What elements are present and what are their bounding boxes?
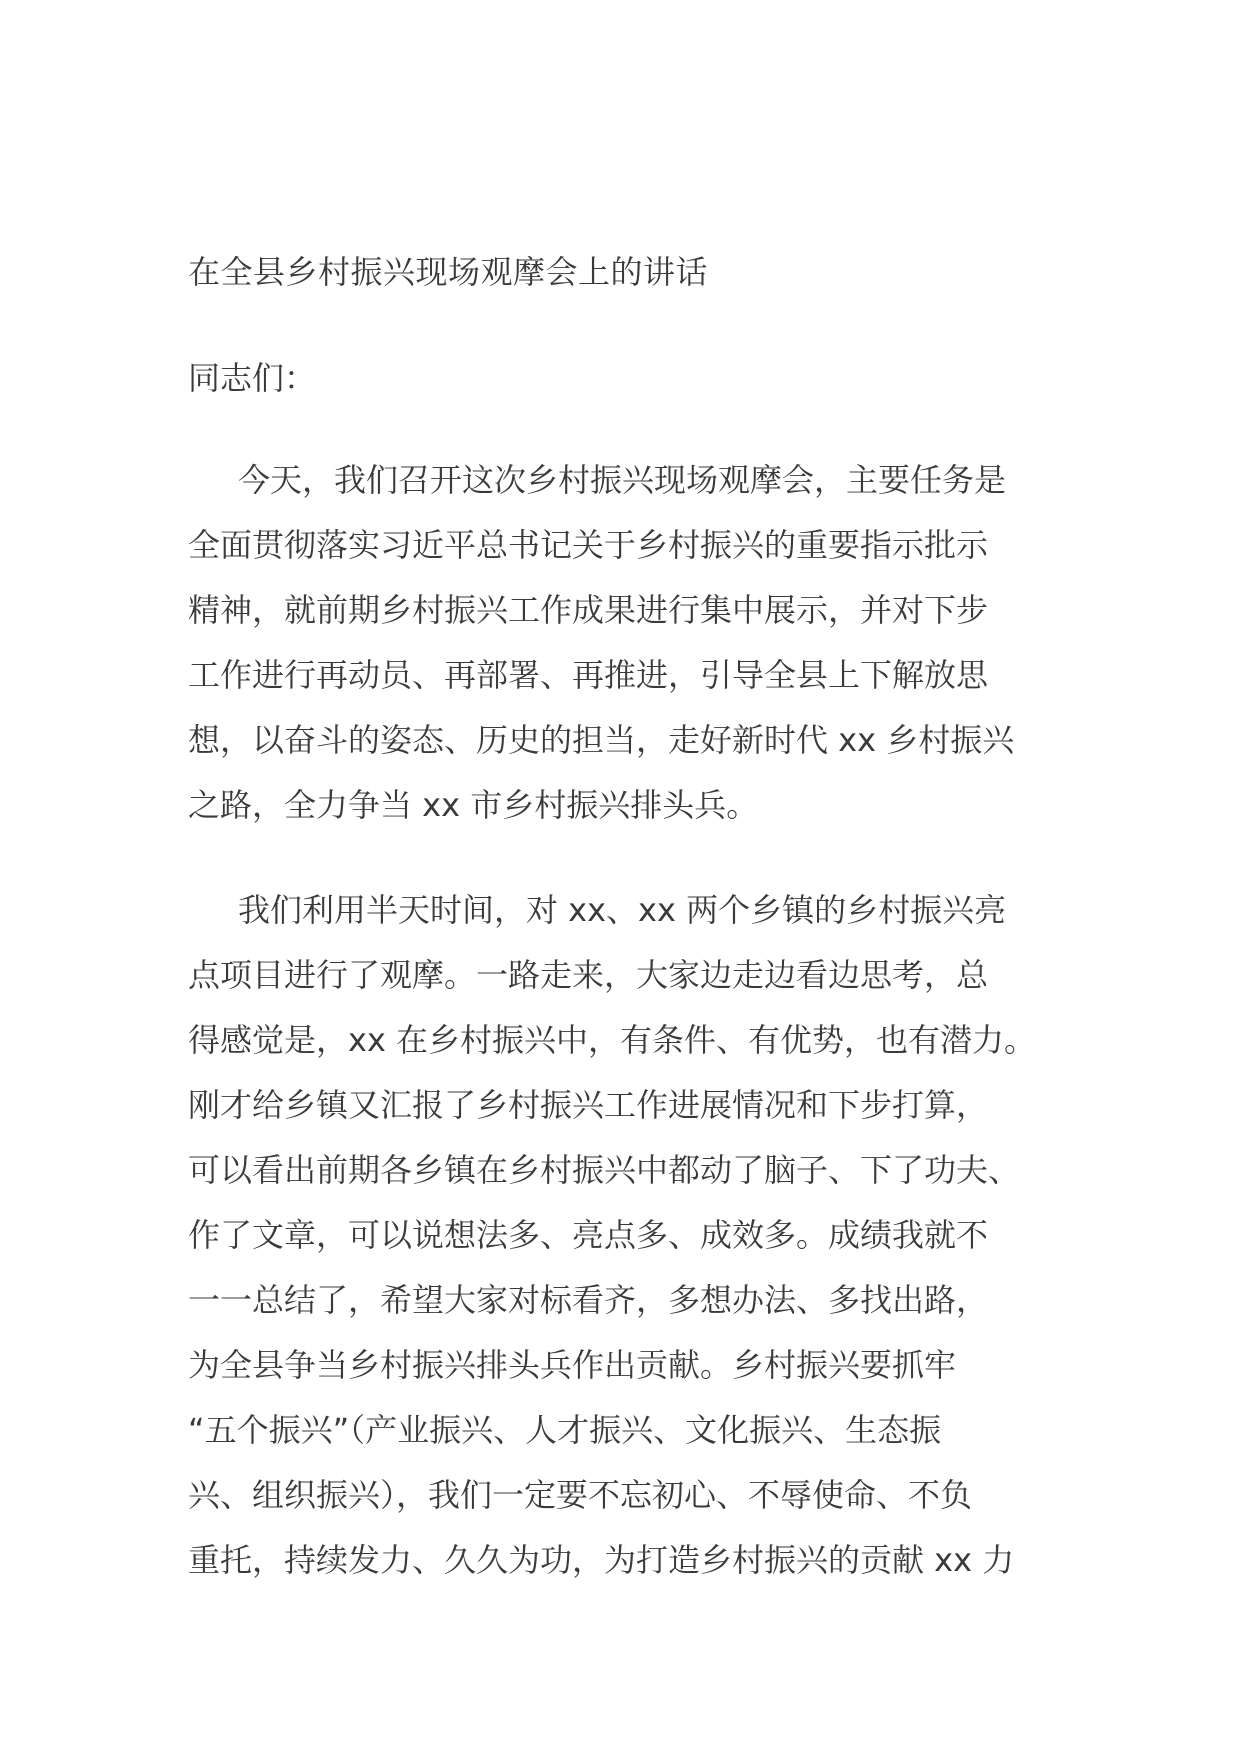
paragraph-line: 为全县争当乡村振兴排头兵作出贡献。乡村振兴要抓牢 [188, 1346, 957, 1384]
paragraph-line: “五个振兴”（产业振兴、人才振兴、文化振兴、生态振 [188, 1411, 942, 1449]
paragraph-line: 得感觉是，xx 在乡村振兴中，有条件、有优势，也有潜力。 [188, 1021, 1037, 1059]
paragraph-opening [188, 448, 1058, 838]
paragraph-line: 全面贯彻落实习近平总书记关于乡村振兴的重要指示批示 [188, 526, 989, 564]
paragraph-observation [188, 878, 1058, 1593]
paragraph-line: 点项目进行了观摩。一路走来，大家边走边看边思考，总 [188, 956, 989, 994]
document-title: 在全县乡村振兴现场观摩会上的讲话 [188, 253, 709, 291]
paragraph-line: 兴、组织振兴），我们一定要不忘初心、不辱使命、不负 [188, 1476, 973, 1514]
paragraph-line: 今天，我们召开这次乡村振兴现场观摩会，主要任务是 [238, 461, 1007, 499]
paragraph-line: 精神，就前期乡村振兴工作成果进行集中展示，并对下步 [188, 591, 989, 629]
paragraph-line: 重托，持续发力、久久为功，为打造乡村振兴的贡献 xx 力 [188, 1541, 1015, 1579]
paragraph-line: 一一总结了，希望大家对标看齐，多想办法、多找出路， [188, 1281, 989, 1319]
paragraph-line: 我们利用半天时间，对 xx、xx 两个乡镇的乡村振兴亮 [238, 891, 1007, 929]
salutation: 同志们： [188, 359, 317, 397]
paragraph-line: 工作进行再动员、再部署、再推进，引导全县上下解放思 [188, 656, 989, 694]
paragraph-line: 可以看出前期各乡镇在乡村振兴中都动了脑子、下了功夫、 [188, 1151, 1021, 1189]
paragraph-line: 之路，全力争当 xx 市乡村振兴排头兵。 [188, 786, 759, 824]
paragraph-line: 刚才给乡镇又汇报了乡村振兴工作进展情况和下步打算， [188, 1086, 989, 1124]
paragraph-line: 作了文章，可以说想法多、亮点多、成效多。成绩我就不 [188, 1216, 989, 1254]
paragraph-line: 想，以奋斗的姿态、历史的担当，走好新时代 xx 乡村振兴 [188, 721, 1015, 759]
